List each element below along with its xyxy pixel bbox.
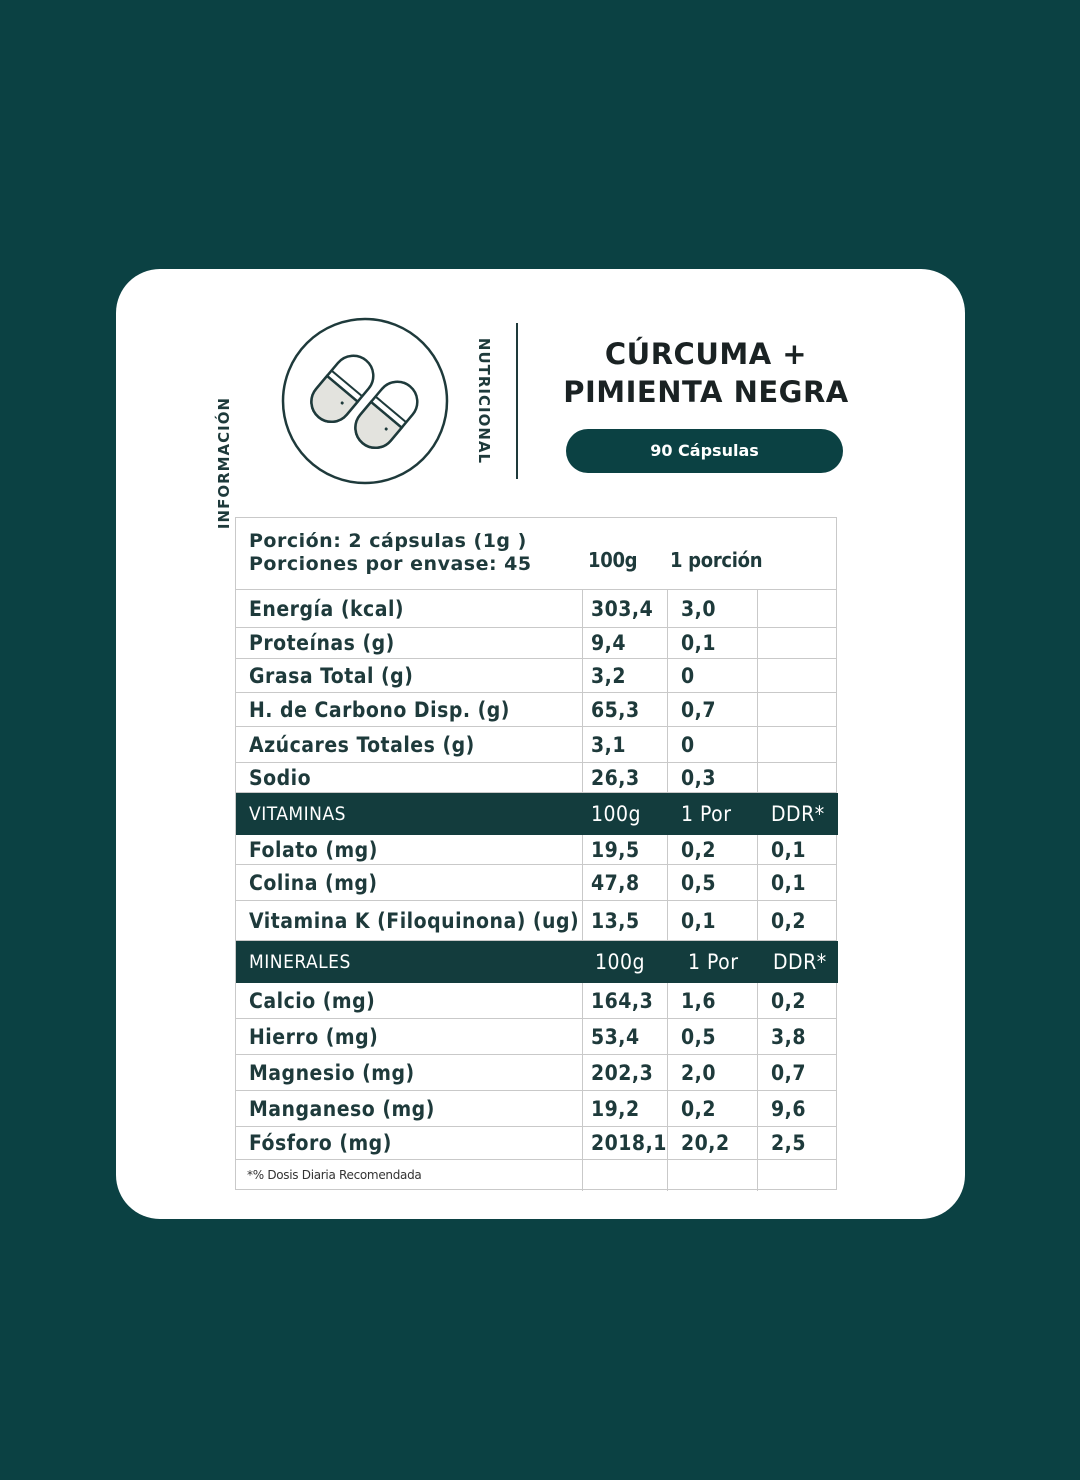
capsules-icon: [280, 316, 450, 486]
footnote: *% Dosis Diaria Recomendada: [247, 1168, 422, 1182]
col-divider: [582, 901, 583, 940]
row-label: Magnesio (mg): [249, 1060, 415, 1085]
col-divider: [667, 983, 668, 1018]
value-ddr: 0,2: [771, 988, 806, 1013]
col-divider: [582, 763, 583, 792]
row-label: Grasa Total (g): [249, 663, 414, 688]
minerals-header: [236, 941, 838, 983]
nutrition-card: [116, 269, 965, 1219]
col-divider: [667, 1019, 668, 1054]
value-per-portion: 0,2: [681, 1096, 716, 1121]
value-ddr: 9,6: [771, 1096, 806, 1121]
nutrition-table: [235, 517, 837, 1190]
row-label: Azúcares Totales (g): [249, 732, 475, 757]
col-divider: [582, 1160, 583, 1191]
col-divider: [757, 590, 758, 627]
value-100g: 13,5: [591, 908, 640, 933]
table-row: [236, 727, 836, 763]
row-label: Proteínas (g): [249, 631, 395, 655]
col-divider: [582, 659, 583, 692]
value-per-portion: 20,2: [681, 1131, 730, 1155]
value-per-portion: 0,1: [681, 908, 716, 933]
col-divider: [757, 1127, 758, 1159]
value-100g: 9,4: [591, 631, 626, 655]
col-divider: [757, 1160, 758, 1191]
value-100g: 47,8: [591, 870, 640, 895]
value-per-portion: 0,5: [681, 1024, 716, 1049]
table-row: [236, 1019, 836, 1055]
row-label: Fósforo (mg): [249, 1131, 392, 1155]
row-label: Vitamina K (Filoquinona) (ug): [249, 908, 580, 933]
col-divider: [582, 1055, 583, 1090]
col-divider: [667, 1091, 668, 1126]
row-label: Calcio (mg): [249, 988, 376, 1013]
value-100g: 3,1: [591, 732, 626, 757]
row-label: Hierro (mg): [249, 1024, 379, 1049]
value-per-portion: 0,5: [681, 870, 716, 895]
table-row: [236, 901, 836, 941]
col-divider: [757, 835, 758, 864]
table-row: [236, 1055, 836, 1091]
vitamins-col-ddr: DDR*: [771, 802, 825, 826]
value-per-portion: 3,0: [681, 596, 716, 621]
minerals-col-ddr: DDR*: [773, 950, 827, 974]
value-per-portion: 0,1: [681, 631, 716, 655]
portion-header: [236, 518, 836, 590]
value-per-portion: 0,2: [681, 837, 716, 862]
col-divider: [757, 1019, 758, 1054]
col-divider: [757, 693, 758, 726]
minerals-col-por: 1 Por: [688, 950, 739, 974]
col-header-100g: 100g: [588, 548, 638, 572]
col-divider: [757, 901, 758, 940]
row-label: Energía (kcal): [249, 596, 405, 621]
col-divider: [667, 835, 668, 864]
minerals-col-100g: 100g: [595, 950, 646, 974]
table-row: [236, 693, 836, 727]
col-divider: [582, 1127, 583, 1159]
value-100g: 53,4: [591, 1024, 640, 1049]
col-divider: [582, 628, 583, 658]
col-divider: [582, 983, 583, 1018]
capsule-count-badge: 90 Cápsulas: [566, 429, 843, 473]
table-row: [236, 1091, 836, 1127]
table-row: [236, 628, 836, 659]
vitamins-col-por: 1 Por: [681, 802, 732, 826]
vitamins-col-100g: 100g: [591, 802, 642, 826]
value-100g: 164,3: [591, 988, 654, 1013]
value-ddr: 0,2: [771, 908, 806, 933]
table-row: [236, 983, 836, 1019]
col-divider: [667, 1055, 668, 1090]
col-divider: [757, 1055, 758, 1090]
value-ddr: 0,7: [771, 1060, 806, 1085]
value-per-portion: 0: [681, 732, 695, 757]
table-row: [236, 835, 836, 865]
value-ddr: 3,8: [771, 1024, 806, 1049]
row-label: Manganeso (mg): [249, 1096, 435, 1121]
col-divider: [757, 727, 758, 762]
col-divider: [667, 1127, 668, 1159]
value-ddr: 2,5: [771, 1131, 806, 1155]
value-100g: 65,3: [591, 697, 640, 722]
portion-line-1: Porción: 2 cápsulas (1g ): [249, 530, 527, 552]
col-divider: [667, 1160, 668, 1191]
value-per-portion: 2,0: [681, 1060, 716, 1085]
col-divider: [582, 693, 583, 726]
col-divider: [757, 659, 758, 692]
col-divider: [582, 1091, 583, 1126]
col-header-porcion: 1 porción: [670, 548, 763, 572]
col-divider: [582, 835, 583, 864]
row-label: Colina (mg): [249, 870, 378, 895]
col-divider: [667, 693, 668, 726]
portion-line-2: Porciones por envase: 45: [249, 553, 532, 575]
value-100g: 26,3: [591, 765, 640, 790]
col-divider: [667, 628, 668, 658]
header-divider: [516, 323, 518, 479]
col-divider: [757, 865, 758, 900]
col-divider: [667, 763, 668, 792]
col-divider: [667, 590, 668, 627]
col-divider: [757, 628, 758, 658]
value-100g: 2018,1: [591, 1131, 667, 1155]
value-ddr: 0,1: [771, 870, 806, 895]
col-divider: [667, 901, 668, 940]
value-100g: 303,4: [591, 596, 654, 621]
value-per-portion: 0,7: [681, 697, 716, 722]
portion-info: [249, 530, 532, 576]
row-label: Folato (mg): [249, 837, 378, 862]
vitamins-title: VITAMINAS: [249, 803, 346, 825]
table-row: [236, 865, 836, 901]
table-row: [236, 659, 836, 693]
title-line-1: CÚRCUMA +: [604, 337, 808, 371]
minerals-title: MINERALES: [249, 951, 351, 973]
col-divider: [757, 763, 758, 792]
vitamins-header: [236, 793, 838, 835]
col-divider: [582, 590, 583, 627]
col-divider: [667, 659, 668, 692]
value-100g: 202,3: [591, 1060, 654, 1085]
row-label: H. de Carbono Disp. (g): [249, 697, 510, 722]
col-divider: [582, 727, 583, 762]
table-row: [236, 590, 836, 628]
col-divider: [582, 865, 583, 900]
label-informacion: INFORMACIÓN: [215, 396, 233, 530]
value-per-portion: 0: [681, 663, 695, 688]
value-per-portion: 1,6: [681, 988, 716, 1013]
col-divider: [667, 865, 668, 900]
col-divider: [757, 983, 758, 1018]
table-row: [236, 1127, 836, 1160]
value-ddr: 0,1: [771, 837, 806, 862]
value-100g: 19,5: [591, 837, 640, 862]
value-per-portion: 0,3: [681, 765, 716, 790]
value-100g: 3,2: [591, 663, 626, 688]
value-100g: 19,2: [591, 1096, 640, 1121]
col-divider: [582, 1019, 583, 1054]
col-divider: [667, 727, 668, 762]
title-line-2: PIMIENTA NEGRA: [563, 375, 849, 409]
col-divider: [757, 1091, 758, 1126]
row-label: Sodio: [249, 765, 312, 790]
table-row: [236, 763, 836, 793]
label-nutricional: NUTRICIONAL: [475, 337, 493, 465]
product-title: [536, 335, 876, 411]
